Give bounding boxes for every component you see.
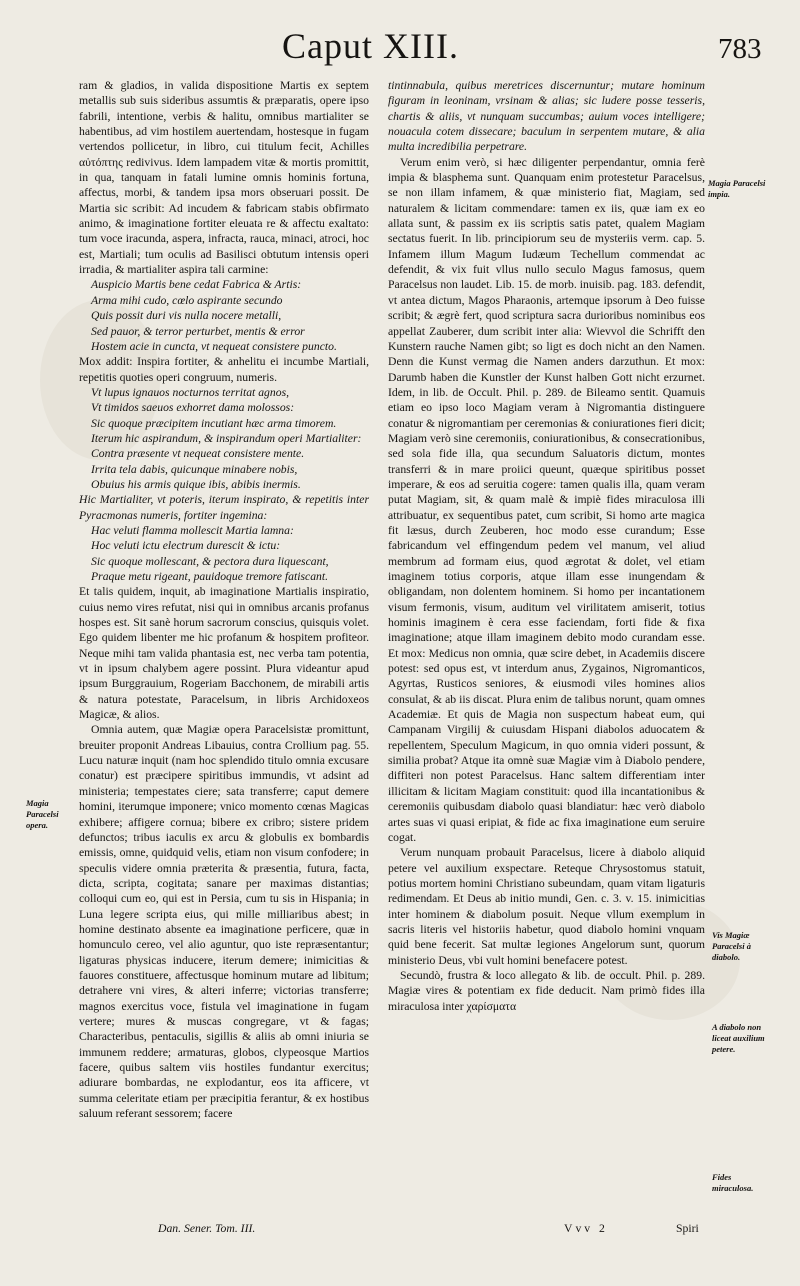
verse-line: Vt lupus ignauos nocturnos territat agnos, — [91, 385, 290, 399]
verse-line: Hoc veluti ictu electrum durescit & ictu: — [91, 539, 281, 553]
catchword: Spiri — [676, 1222, 699, 1235]
margin-note: Fides miraculosa. — [712, 1172, 754, 1193]
running-head: Caput XIII. — [282, 26, 459, 66]
verse-line: Obuius his armis quique ibis, abibis inermis. — [91, 477, 301, 491]
page-number: 783 — [718, 33, 762, 65]
left-column — [79, 78, 369, 1121]
verse-line: Sed pauor, & terror perturbet, mentis & error — [91, 324, 305, 338]
page-footer — [0, 1222, 800, 1262]
verse-line: Arma mihi cudo, cœlo aspirante secundo — [91, 293, 283, 307]
paragraph: Verum nunquam probauit Paracelsus, licere à diabolo aliquid petere vel auxilium exspectare. Reteque Chrysostomus statuit, potius mortem homini Christiano subeundam, quam vitam ligaturis redimendam. Et Deus ab initio mundi, Gen. c. 3. v. 15. inimicitias inter hominem & diabolum posuit. Neque vllum exemplum in sacris literis vel historiis habetur, quod diabolo homini vnquam quid bene fecerit. Sat multæ legiones Angelorum sunt, quorum ministerio Deus, vbi vult homini benefacere potest. — [388, 846, 705, 967]
verse-line: Hostem acie in cuncta, vt nequeat consistere puncto. — [91, 339, 337, 353]
paragraph: Hic Martialiter, vt poteris, iterum inspirato, & repetitis inter Pyracmonas numeris, fortiter ingemina: — [79, 493, 369, 522]
margin-note: Magia Paracelsi impia. — [708, 178, 766, 199]
margin-note: Magia Paracelsi opera. — [26, 798, 59, 830]
verse-line: Irrita tela dabis, quicunque minabere nobis, — [91, 462, 298, 476]
verse-line: Contra præsente vt nequeat consistere mente. — [91, 447, 305, 461]
paragraph: Mox addit: Inspira fortiter, & anhelitu ei incumbe Martiali, repetitis quoties operi congruum, numeris. — [79, 355, 369, 384]
page-header — [0, 24, 800, 72]
signature-line: Dan. Sener. Tom. III. — [158, 1222, 256, 1235]
signature-mark: Vvv 2 — [564, 1222, 608, 1235]
verse-line: Quis possit duri vis nulla nocere metalli, — [91, 309, 282, 323]
paragraph: ram & gladios, in valida dispositione Martis ex septem metallis sub suis sideribus assumtis & præparatis, opere ipso fabrili, intentione, verbis & halitu, omnibus martialiter se habentibus, ad vim hostilem auertendam, hostesque in fugam vertendos pollicetur, in libro, cui titulum fecit, Achilles αὐτόπτης redivivus. Idem lampadem vitæ & mortis promittit, in qua, tanquam in fatali lumine omnis hominis fortuna, affectus, morbi, & tandem ipsa mors obseruari possit. De Martia sic scribit: Ad incudem & fabricam stabis obfirmato animo, & imaginatione fortiter eleuata re & affectu exaltato: tum voce iracunda, aspera, infracta, rauca, minaci, atroci, hoc est, Martiali; tum oculis ad Basilisci obtutum intensis operi irradia, & martialiter aspira tali carmine: — [79, 79, 369, 277]
verse-line: Iterum hic aspirandum, & inspirandum operi Martialiter: — [91, 431, 362, 445]
verse-line: Praque metu rigeant, pauidoque tremore fatiscant. — [91, 570, 329, 583]
verse-line: Auspicio Martis bene cedat Fabrica & Artis: — [91, 278, 302, 292]
paragraph: Omnia autem, quæ Magiæ opera Paracelsistæ promittunt, breuiter proponit Andreas Libauius, contra Crollium pag. 55. Lucu naturæ inquit (nam hoc splendido titulo omnia excusare conatur) est præcipere spiritibus immundis, vt adsint ad ministeria; tempestates ciere; sata transferre; caput demere homini, iterumque imponere; vnico momento cœnas Magicas exhibere; affigere cornua; bibere ex cribro; sistere pridem defunctos; tribus iaculis ex arcu & globulis ex bombardis emissis, omne, quidquid velis, etiam non visum confodere; in speculis videre omnia præterita & præsentia, futura, facta, dicta, scripta, cogitata; sanare per maximas distantias; colloqui cum eo, qui est in Persia, cum tu sis in Hispania; in Luna legere scripta eius, qui mille milliaribus abest; in homine destinato absente ea imaginatione perficere, quæ in homunculo cereo, vel alio aguntur, quo iste repræsentantur; ligaturas physicas inducere, iterum demere; inimicitias & fauores constituere, affectusque hominum mutare ad libitum; detrahere vni vires, & alteri inferre; victorias transferre; magnos exercitus voce, fistula vel imaginatione in fugam vertere; mures & muscas congregare, vt & fagas; Characteribus, pentaculis, sigillis & aliis ab omni iniuria se immunem reddere; armaturas, globos, clypeosque Martios facere, quibus saltem viis hostiles fundantur exercitus; adiurare bombardas, ne explodantur, eos ita afficere, vt summa celeritate etiam per præcipitia ferantur, & ex hostibus saluum referant sessorem; facere — [79, 723, 369, 1121]
right-column — [388, 78, 705, 1014]
paragraph: Verum enim verò, si hæc diligenter perpendantur, omnia ferè impia & blasphema sunt. Quanquam enim protestetur Paracelsus, se non illam infamem, & quæ ministerio fiat, Magiam, sed naturalem & licitam commendare: tamen ex iis, quæ iam ex eo allata sunt, & passim ex iis scriptis satis patet, qualem Magiam sectatus fuerit. In lib. principiorum seu de mysteriis verm. cap. 5. Infamem illum Magum Iudæum Techellum commendat ac defendit, & vix fuit vllus nullo seculo Magus famosus, quem Paracelsus non laudet. Lib. 15. de morb. inuisib. pag. 183. defendit, vt antea dictum, Magos Pharaonis, artemque ipsorum à Deo fuisse scribit; & ægrè fert, quod scriptura sacra durioribus nominibus eos appellat Zauberer, dum scribit inter alia: Wievvol die Schrifft den Kunstern rauche Namen gibt; so ligt es doch nicht an den Namen. Denn die Kunst vermag die Namen anders darzuthun. Et mox: Darumb haben die Kunstler der Kunst halben Gott nicht erzurnet. Idem, in lib. de Occult. Phil. p. 289. de Bileamo sentit. Quamuis etiam eo ipso loco Magiam veram à Nigromantia distinguere conatur & nigromantiam per ceremonias & coniurationes fieri dicit; Magiam verò sine ceremoniis, coniurationibus, & consecrationibus, sed sola fide illa, qua secundum Saluatoris dictum, montes transferri & in mare proiici queunt, quæque spiritibus posset imperare, & eos ad seruitia cogere: tamen qualis illa, quam veram putat Magiam, sit, & quam malè & impiè fides miraculosa illi attribuatur, ex sequentibus patet, cum scribit, Si homo arte magica fit læsus, durch Zeuberen, hoc modo esse curandum; Esse fabricandum vel effingendum pedem vel manum, vel aliud membrum ad formam eius, quod ægrotat & dolet, vel etiam imaginem totius corporis, atque illam esse inungendam & obligandam, non dolentem hominem. Si homo per incantationem visum fermonis, visum, auditum vel virilitatem amiserit, totius hominis imaginem è cera esse faciendam, forti fide & fixa imaginatione; atque illam imaginem debito modo curandam esse. Et mox: Medicus non omnia, quæ scire debet, in Academiis discere potest: sed opus est, vt interdum anus, Zygainos, Nigromanticos, Agyrtas, Rusticos seniores, & eiusmodi viles homines alios consulat, & ab iis discat. Plura enim de talibus norunt, quam omnes Academiæ. Et quis de Magia non suspectum habeat eum, qui Campanam Virgilij & cuiusdam Hispani diabolos aduocatem & repellentem, Speculum Magicum, in quo omnia videri possunt, & similia probat? Atque ita omnè suæ Magiæ vim à Diabolo pendere, diffiteri non potest Paracelsus. Hanc saltem differentiam inter illicitam & licitam Magiam constituit: quod illa incantationibus & ceremoniis quibusdam diabolo quasi blandiatur: hæc verò diabolo artes suas vi quasi eripiat, & fide ac fixa imaginatione eum seruire cogat. — [388, 155, 705, 844]
verse-line: Vt timidos saeuos exhorret dama molossos: — [91, 401, 295, 415]
paragraph: tintinnabula, quibus meretrices discernuntur; mutare hominum figuram in leoninam, vrsinam & alias; sic ludere posse tesseris, chartis & aliis, vt nunquam succumbas; auium voces intelligere; nouacula cotem dissecare; baculum in serpentem mutare, & alia multa incredibilia perpetrare. — [388, 79, 705, 154]
verse-line: Hac veluti flamma mollescit Martia lamna: — [91, 523, 294, 537]
verse-line: Sic quoque mollescant, & pectora dura liquescant, — [91, 554, 329, 568]
margin-note: A diabolo non liceat auxilium petere. — [712, 1022, 765, 1054]
paragraph: Et talis quidem, inquit, ab imaginatione Martialis inspiratio, cuius nemo vires refutat, nisi qui in omnibus arcanis profanus hospes est. Sit sanè horum sacrorum conscius, quisquis volet. Ego quidem libenter me hic profanum & hospitem profiteor. Neque mihi tam valida phantasia est, nec verba tam potentia, vt in ipsum chalybem agere possint. Plura videantur apud ipsum Burggrauium, Rogeriam Bacchonem, de mirabili artis & natura potestate, Paracelsum, in libris Archidoxeos Magicæ, & alios. — [79, 585, 369, 722]
paragraph: Secundò, frustra & loco allegato & lib. de occult. Phil. p. 289. Magiæ vires & potentiam ex fide deducit. Nam primò fides illa miraculosa inter χαρίσματα — [388, 968, 705, 1013]
margin-note: Vis Magiæ Paracelsi à diabolo. — [712, 930, 751, 962]
verse-line: Sic quoque præcipitem incutiant hæc arma timorem. — [91, 416, 337, 430]
